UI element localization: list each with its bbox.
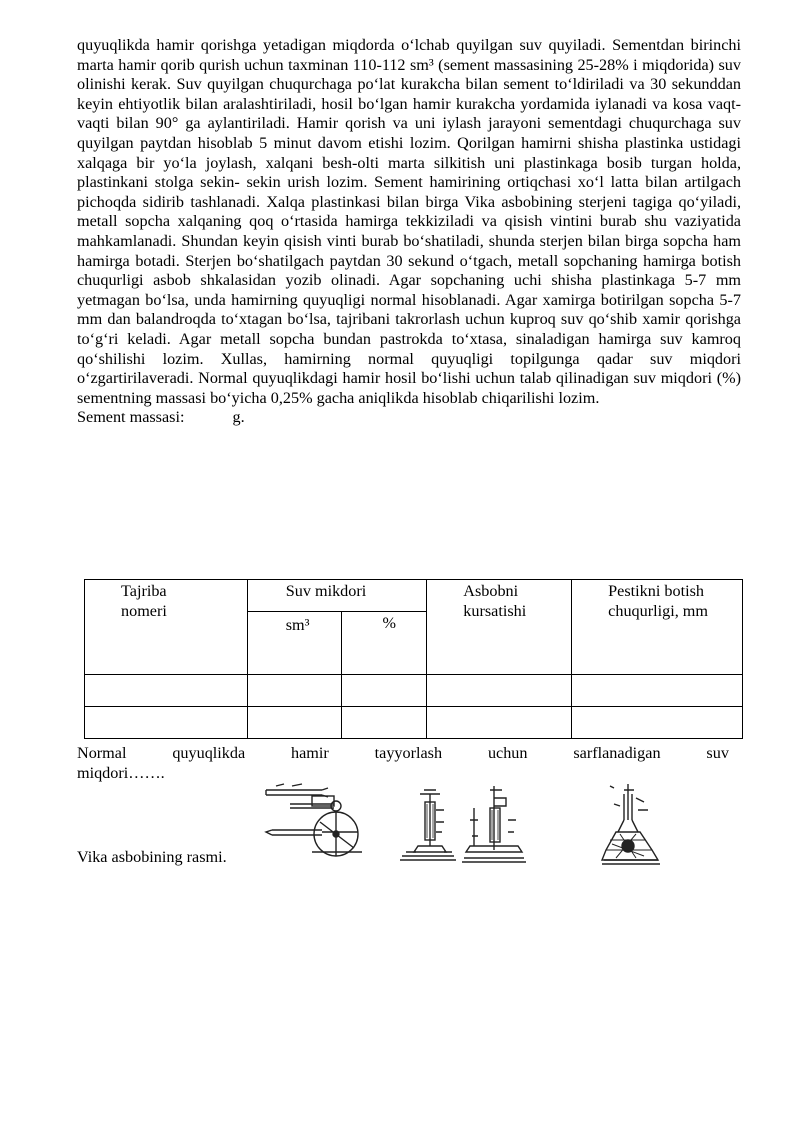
cement-mass-unit: g. xyxy=(232,408,245,427)
normal-word: tayyorlash xyxy=(374,744,443,762)
table-cell xyxy=(342,675,427,707)
table-cell xyxy=(85,675,248,707)
document-page xyxy=(77,36,741,866)
normal-word: sarflanadigan xyxy=(573,744,661,762)
header-experiment-number: Tajriba nomeri xyxy=(85,580,248,675)
normal-word: uchun xyxy=(487,744,528,762)
results-table xyxy=(84,579,743,739)
table-cell xyxy=(572,675,743,707)
normal-word: Normal xyxy=(77,744,127,762)
table-cell xyxy=(427,707,572,739)
body-paragraph: quyuqlikda hamir qorishga yetadigan miqdorda o‘lchab quyilgan suv quyiladi. Sementdan birinchi marta hamir qorib qurish uchun taxminan 110-112 sm³ (sement massasining 25-28% i miqdorida) suv olinishi kerak. Suv quyilgan chuqurchaga po‘lat kurakcha bilan sement to‘ldiriladi va 30 sekunddan keyin ehtiyotlik bilan aralashtiriladi, hosil bo‘lgan hamir kurakcha yordamida iylanadi va kosa vaqt-vaqti bilan 90° ga aylantiriladi. Hamir qorish va uni iylash jarayoni sementdagi chuqurchaga suv quyilgan paytdan hisoblab 5 minut davom etishi lozim. Qorilgan hamirni shisha plastinka ustidagi xalqaga bir yo‘la joylash, xalqani besh-olti marta silkitish uni plastinkaga bosib turgan holda, plastinkani stolga sekin- sekin urish lozim. Sement hamirining ortiqchasi xo‘l latta bilan artilgach pichoqda sidirib tashlanadi. Xalqa plastinkasi bilan birga Vika asbobining sterjeni tagiga qo‘yiladi, metall sopcha xalqaning qoq o‘rtasida hamirga tekkiziladi va qisish vintini burab shu vaziyatida mahkamlanadi. Shundan keyin qisish vinti burab bo‘shatiladi, shunda sterjen bilan birga sopcha ham hamirga botadi. Sterjen bo‘shatilgach paytdan 30 sekund o‘tgach, metall sopchaning hamirga botish chuqurligi asbob shkalasidan yozib olinadi. Agar sopchaning uchi shisha plastinkaga 5-7 mm yetmagan bo‘lsa, unda hamirning quyuqligi normal hisoblanadi. Agar xamirga botirilgan sopcha 5-7 mm dan balandroqda to‘xtagan bo‘lsa, tajribani takrorlash uchun kuproq suv qo‘shib xamir qorishga to‘g‘ri keladi. Agar metall sopcha bundan pastrokda to‘xtasa, sinaladigan hamirga suv kamroq qo‘shilishi lozim. Xullas, hamirning normal quyuqligi topilgunga qadar suv miqdori o‘zgartirilaveradi. Normal quyuqlikdagi hamir hosil bo‘lishi uchun talab qilinadigan suv miqdori (%) sementning massasi bo‘yicha 0,25% gacha aniqlikda hisoblab chiqarilishi lozim. xyxy=(77,36,741,407)
header-water-percent: % xyxy=(342,612,427,675)
header-pestle-depth: Pestikni botish chuqurligi, mm xyxy=(572,580,743,675)
header-water-sm3: sm³ xyxy=(247,612,342,675)
normal-word: suv xyxy=(706,744,729,762)
cement-mass-label: Sement massasi: xyxy=(77,408,185,427)
table-row xyxy=(85,675,743,707)
table-row xyxy=(85,707,743,739)
vicat-stand-drawing xyxy=(398,780,528,868)
figure-caption: Vika asbobining rasmi. xyxy=(77,848,227,866)
vicat-lever-drawing xyxy=(262,782,372,864)
header-device-reading: Asbobni kursatishi xyxy=(427,580,572,675)
vicat-cone-drawing xyxy=(596,780,668,870)
normal-word: quyuqlikda xyxy=(172,744,246,762)
cement-mass-line xyxy=(77,408,741,428)
table-cell xyxy=(572,707,743,739)
normal-consistency-line xyxy=(77,744,729,783)
normal-tail: miqdori……. xyxy=(77,763,165,782)
table-cell xyxy=(342,707,427,739)
table-cell xyxy=(85,707,248,739)
table-cell xyxy=(247,675,342,707)
table-cell xyxy=(427,675,572,707)
header-water-amount: Suv mikdori xyxy=(247,580,427,612)
table-cell xyxy=(247,707,342,739)
normal-word: hamir xyxy=(291,744,329,762)
